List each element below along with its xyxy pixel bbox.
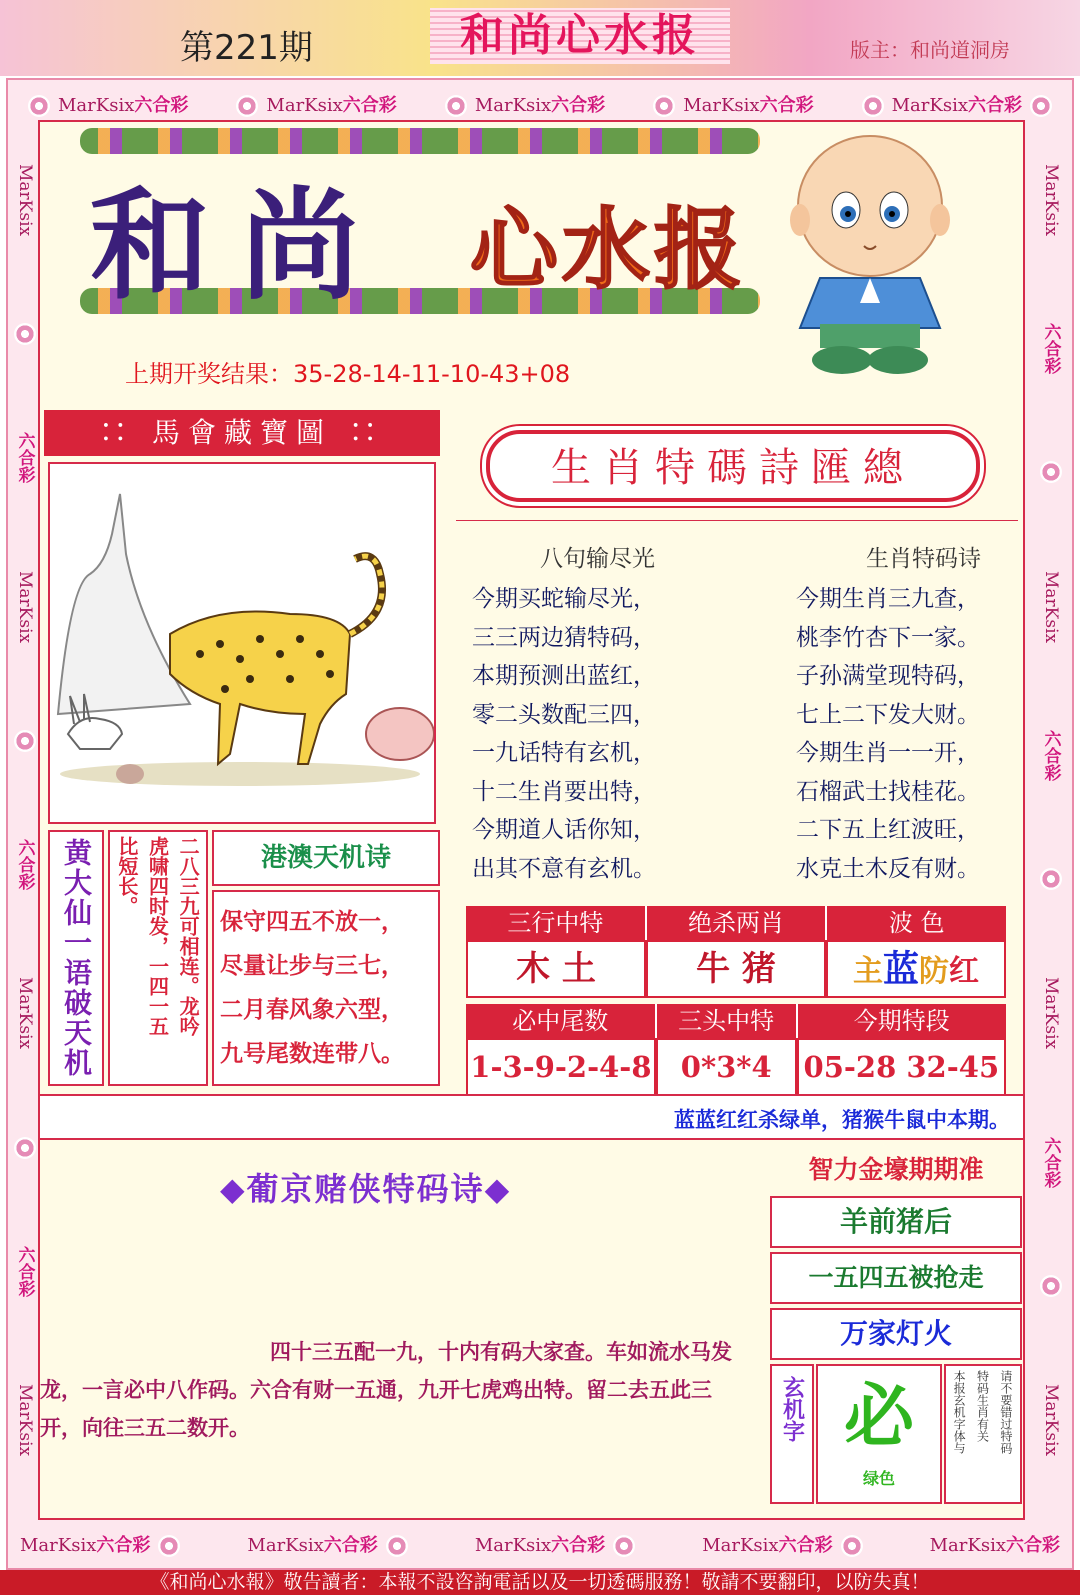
monk-mascot-icon — [790, 128, 950, 378]
brand-mark: MarKsix — [15, 1384, 35, 1457]
flower-icon — [236, 95, 258, 117]
flower-icon — [841, 1535, 863, 1557]
brand-mark: MarKsix六合彩 — [437, 91, 605, 117]
gambler-poem-line3: 开，向往三五二数开。 — [40, 1415, 250, 1440]
flower-icon — [445, 95, 467, 117]
poem-right-title: 生肖特码诗 — [866, 546, 981, 572]
table-header: 三头中特 — [655, 1004, 796, 1038]
huang-daxian-col1: 二八三九可相连。龙吟 — [176, 836, 201, 1036]
table-cell: 木 土 — [466, 940, 646, 998]
brand-mark: MarKsix六合彩 — [929, 1535, 1060, 1556]
gambler-poem-title: ◆葡京赌侠特码诗◆ — [220, 1170, 512, 1208]
gang-ao-line: 尽量让步与三七， — [220, 952, 404, 979]
brand-mark: MarKsix — [1041, 163, 1061, 236]
zhili-item: 万家灯火 — [770, 1308, 1022, 1360]
wave-color-cell — [826, 940, 1006, 998]
brand-row-top — [20, 84, 1060, 124]
treasure-map-image — [48, 462, 436, 824]
poem-right-body — [796, 580, 1026, 888]
gang-ao-line: 保守四五不放一， — [220, 908, 404, 935]
xuanji-note-box — [944, 1364, 1022, 1504]
flower-icon — [14, 323, 36, 345]
poem-line: 桃李竹杏下一家。 — [796, 624, 980, 651]
gang-ao-line: 二月春风象六型， — [220, 996, 404, 1023]
xuanji-char: 必 — [844, 1374, 914, 1457]
gang-ao-box — [212, 890, 440, 1086]
flower-icon — [28, 95, 50, 117]
flower-icon — [1030, 95, 1052, 117]
poem-line: 零二头数配三四， — [472, 701, 656, 728]
brand-mark: MarKsix六合彩 — [702, 1531, 870, 1557]
brand-mark: 六合彩 — [14, 1246, 35, 1297]
table-prediction-2 — [466, 1004, 1006, 1096]
brand-mark: 六合彩 — [1040, 729, 1061, 781]
brand-mark: MarKsix — [1041, 570, 1061, 643]
poem-line: 出其不意有玄机。 — [472, 855, 656, 882]
footer-notice: 《和尚心水報》敬告讀者：本報不設咨詢電話以及一切透碼服務！敬請不要翻印，以防失真！ — [0, 1570, 1080, 1595]
poem-line: 今期生肖一一开， — [796, 740, 980, 766]
table-header: 绝杀两肖 — [645, 906, 826, 940]
flower-icon — [386, 1535, 408, 1557]
brand-mark: MarKsix — [15, 977, 35, 1050]
poem-line: 水克土木反有财。 — [796, 855, 980, 882]
table-cell: 牛 猪 — [646, 940, 826, 998]
flower-icon — [158, 1535, 180, 1557]
huang-daxian-col2: 虎啸四时发，一四一五 — [145, 836, 170, 1036]
flower-icon — [1040, 1275, 1062, 1297]
poem-line: 石榴武士找桂花。 — [796, 778, 980, 805]
brand-mark: 六合彩 — [1040, 323, 1061, 374]
table-header: 今期特段 — [796, 1004, 1006, 1038]
huang-daxian-verse — [108, 830, 208, 1086]
poem-summary-header: 生肖特碼詩匯總 — [551, 445, 915, 491]
wave-guard-label: 防 — [919, 954, 949, 989]
flower-icon — [1040, 868, 1062, 890]
poem-line: 今期生肖三九查， — [796, 586, 980, 612]
gambler-poem-line1: 四十三五配一九，十内有码大家查。车如流水马发 — [270, 1339, 732, 1364]
gang-ao-line: 九号尾数连带八。 — [220, 1040, 404, 1067]
brand-mark: MarKsix六合彩 — [645, 91, 813, 117]
huang-daxian-col3: 比短长。 — [114, 836, 139, 916]
divider — [456, 520, 1018, 521]
brand-mark: MarKsix六合彩 — [228, 91, 396, 117]
poem-line: 今期买蛇输尽光， — [472, 586, 656, 612]
last-draw-result: 上期开奖结果：35-28-14-11-10-43+08 — [125, 360, 571, 388]
table-header: 波 色 — [825, 906, 1006, 940]
xuanji-note: 请不要错过特码 — [998, 1370, 1013, 1454]
wave-main-label: 主 — [852, 954, 883, 989]
poem-line: 子孙满堂现特码， — [796, 663, 980, 689]
poem-line: 十二生肖要出特， — [472, 778, 656, 805]
zhili-title: 智力金壕期期准 — [808, 1155, 984, 1184]
brand-row-bottom — [20, 1524, 1060, 1564]
table-cell: 1-3-9-2-4-8 — [466, 1038, 656, 1096]
flower-icon — [1040, 461, 1062, 483]
leopard-rabbit-illustration-icon — [50, 464, 434, 822]
xuanji-label: 玄机字 — [779, 1376, 805, 1442]
poem-line: 七上二下发大财。 — [796, 701, 980, 728]
xuanji-char-box — [816, 1364, 942, 1504]
issue-number: 第221期 — [180, 28, 313, 68]
zhili-item: 一五四五被抢走 — [770, 1252, 1022, 1304]
poem-line: 二下五上红波旺， — [796, 817, 980, 843]
masthead-he-shang: 和尚 — [90, 175, 390, 316]
zhili-item: 羊前猪后 — [770, 1196, 1022, 1248]
poem-left-body — [472, 580, 702, 888]
table-header: 三行中特 — [466, 906, 645, 940]
brand-mark: MarKsix六合彩 — [475, 1531, 643, 1557]
xuanji-note: 本报玄机字体与 — [952, 1370, 967, 1454]
brand-column-right — [1034, 120, 1068, 1500]
flower-icon — [613, 1535, 635, 1557]
brand-mark: MarKsix六合彩 — [247, 1531, 415, 1557]
brand-mark: 六合彩 — [14, 839, 35, 891]
brand-mark: MarKsix六合彩 — [854, 91, 1060, 117]
brand-column-left — [8, 120, 42, 1500]
poem-line: 一九话特有玄机， — [472, 740, 656, 766]
flower-icon — [14, 730, 36, 752]
gang-ao-title: 港澳天机诗 — [212, 830, 440, 886]
table-header: 必中尾数 — [466, 1004, 655, 1038]
xuanji-label-box — [770, 1364, 814, 1504]
flower-icon — [14, 1137, 36, 1159]
table-cell: 05-28 32-45 — [797, 1038, 1006, 1096]
table-cell: 0*3*4 — [656, 1038, 797, 1096]
header-title: 和尚心水报 — [430, 8, 730, 64]
huang-daxian-title: 黄大仙一语破天机 — [60, 838, 93, 1078]
poem-line: 今期道人话你知， — [472, 817, 656, 843]
flower-icon — [862, 95, 884, 117]
tip-line: 蓝蓝红红杀绿单，猪猴牛鼠中本期。 — [674, 1107, 1010, 1132]
poem-line: 三三两边猜特码， — [472, 624, 656, 651]
brand-mark: MarKsix六合彩 — [20, 1531, 188, 1557]
table-prediction-1 — [466, 906, 1006, 998]
xuanji-color-label: 绿色 — [862, 1469, 895, 1488]
gambler-poem-line2: 龙，一言必中八作码。六合有财一五通，九开七虎鸡出特。留二去五此三 — [40, 1377, 712, 1402]
brand-mark: MarKsix六合彩 — [20, 91, 188, 117]
brand-mark: 六合彩 — [1040, 1136, 1061, 1188]
brand-mark: MarKsix — [15, 163, 35, 236]
poem-line: 本期预测出蓝红， — [472, 663, 656, 689]
wave-blue: 蓝 — [882, 948, 919, 990]
brand-mark: 六合彩 — [14, 432, 35, 484]
masthead-xin-shui-bao: 心水报 — [470, 197, 747, 301]
huang-daxian-title-box — [48, 830, 104, 1086]
xuanji-note: 特码生肖有关 — [975, 1370, 990, 1442]
wave-red: 红 — [949, 954, 979, 989]
brand-mark: MarKsix — [15, 570, 35, 643]
header-owner: 版主：和尚道洞房 — [850, 38, 1010, 62]
treasure-map-header: ∷ 馬會藏寶圖 ∷ — [44, 410, 440, 456]
brand-mark: MarKsix — [1041, 977, 1061, 1050]
brand-mark: MarKsix — [1041, 1384, 1061, 1457]
flower-icon — [653, 95, 675, 117]
poem-left-title: 八句输尽光 — [540, 546, 655, 572]
